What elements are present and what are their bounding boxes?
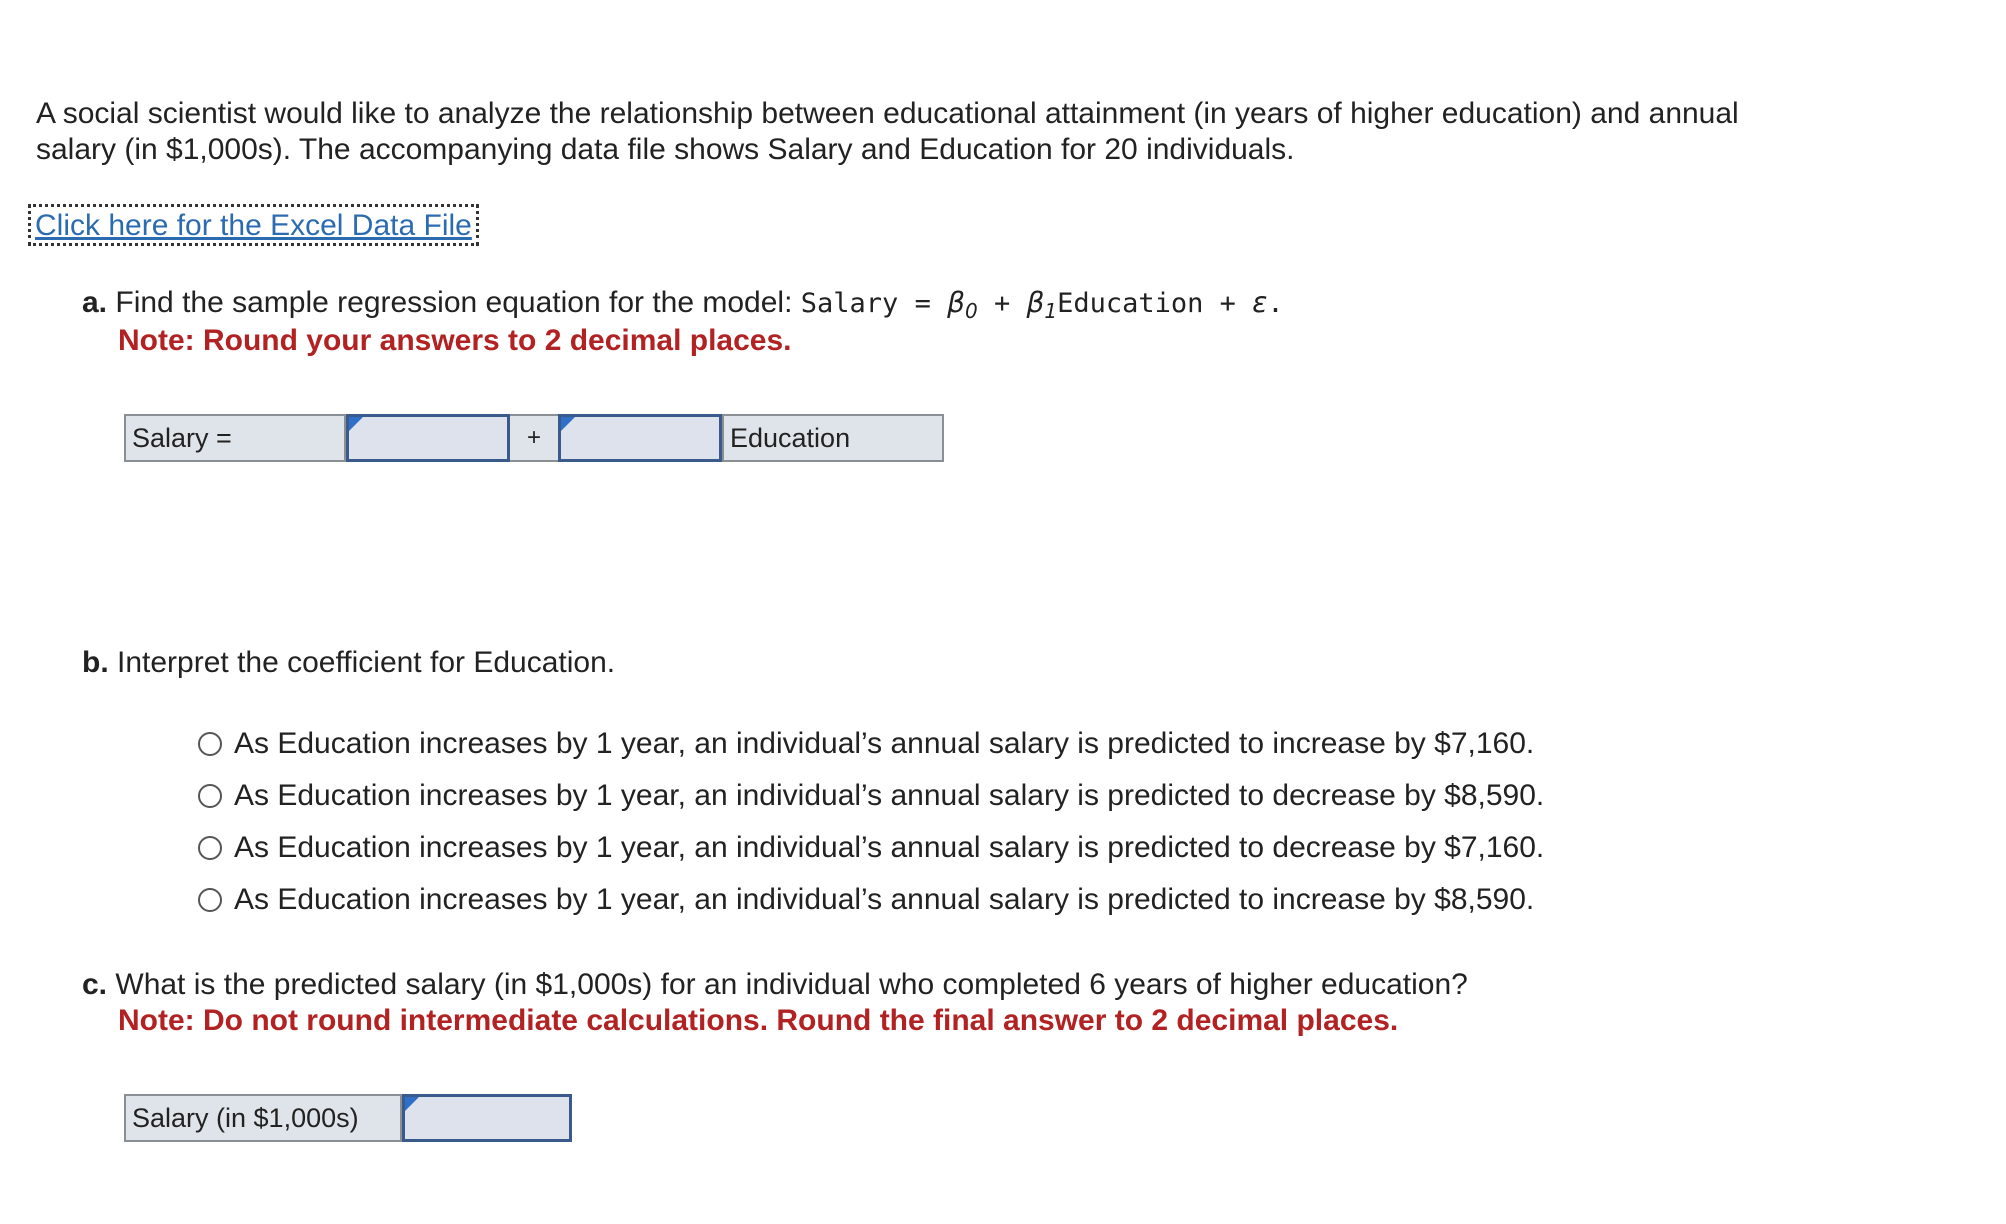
- part-a-note: Note: Round your answers to 2 decimal places.: [118, 324, 792, 357]
- beta1-subscript: 1: [1044, 299, 1058, 323]
- epsilon: ε: [1252, 286, 1268, 319]
- problem-intro: [36, 96, 1936, 168]
- option-2[interactable]: [198, 770, 1544, 822]
- option-label: As Education increases by 1 year, an individual’s annual salary is predicted to decrease by $7,160.: [234, 831, 1545, 864]
- beta0-subscript: 0: [964, 299, 978, 323]
- option-3[interactable]: [198, 822, 1544, 874]
- slope-input[interactable]: [558, 414, 722, 462]
- intro-line-1: A social scientist would like to analyze the relationship between educational attainment (in years of higher education) and annual: [36, 97, 1739, 130]
- part-c-question: [82, 966, 1468, 1004]
- predicted-salary-input[interactable]: [402, 1094, 572, 1142]
- radio-button[interactable]: [198, 732, 222, 756]
- input-flag-icon: [405, 1097, 419, 1111]
- model-period: .: [1267, 288, 1284, 319]
- excel-data-file-link[interactable]: Click here for the Excel Data File: [35, 209, 472, 242]
- model-tail: +: [1203, 288, 1253, 319]
- beta1: β: [1026, 286, 1045, 319]
- beta0: β: [947, 286, 965, 319]
- part-a-prompt: Find the sample regression equation for the model:: [115, 286, 801, 319]
- plus-label: +: [510, 414, 558, 462]
- intercept-input[interactable]: [346, 414, 510, 462]
- model-plus: +: [977, 288, 1027, 319]
- option-4[interactable]: [198, 874, 1544, 926]
- predicted-salary-row: [124, 1094, 572, 1142]
- part-a-letter: a.: [82, 286, 108, 319]
- input-flag-icon: [561, 417, 575, 431]
- part-b-prompt: Interpret the coefficient for Education.: [117, 646, 616, 679]
- input-flag-icon: [349, 417, 363, 431]
- part-b-options: [198, 718, 1544, 926]
- option-label: As Education increases by 1 year, an individual’s annual salary is predicted to increase by $7,160.: [234, 727, 1535, 760]
- part-c-prompt: What is the predicted salary (in $1,000s) for an individual who completed 6 years of higher education?: [115, 968, 1468, 1001]
- model-education: Education: [1057, 288, 1204, 319]
- model-salary: Salary: [800, 288, 899, 319]
- model-equals: =: [898, 288, 948, 319]
- regression-equation-row: [124, 414, 944, 460]
- salary-equals-label: Salary =: [124, 414, 346, 462]
- predicted-salary-label: Salary (in $1,000s): [124, 1094, 402, 1142]
- part-b-letter: b.: [82, 646, 109, 679]
- education-label: Education: [722, 414, 944, 462]
- data-file-link-focus[interactable]: [28, 204, 479, 246]
- option-label: As Education increases by 1 year, an individual’s annual salary is predicted to decrease by $8,590.: [234, 779, 1545, 812]
- part-c-letter: c.: [82, 968, 108, 1001]
- radio-button[interactable]: [198, 784, 222, 808]
- option-label: As Education increases by 1 year, an individual’s annual salary is predicted to increase by $8,590.: [234, 883, 1535, 916]
- part-b-question: [82, 644, 615, 682]
- radio-button[interactable]: [198, 836, 222, 860]
- intro-line-2: salary (in $1,000s). The accompanying data file shows Salary and Education for 20 individuals.: [36, 133, 1295, 166]
- option-1[interactable]: [198, 718, 1544, 770]
- part-c-note: Note: Do not round intermediate calculations. Round the final answer to 2 decimal places.: [118, 1004, 1399, 1037]
- radio-button[interactable]: [198, 888, 222, 912]
